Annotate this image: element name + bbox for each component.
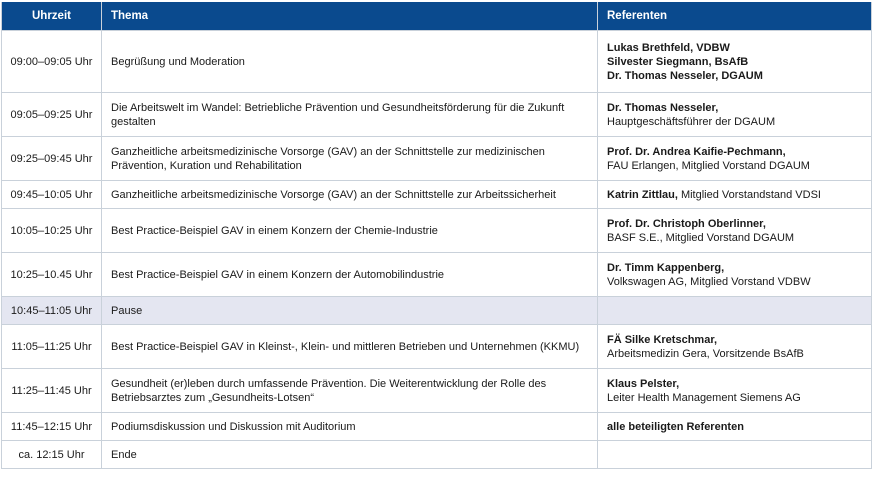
- time-cell: 11:05–11:25 Uhr: [2, 325, 102, 369]
- header-speakers: Referenten: [598, 2, 872, 31]
- table-row: [2, 325, 872, 369]
- speaker-line: [607, 347, 862, 361]
- speaker-name: FÄ Silke Kretschmar,: [607, 333, 718, 346]
- speaker-name: Klaus Pelster,: [607, 377, 680, 390]
- speaker-line: [607, 145, 862, 159]
- speaker-affiliation: Leiter Health Management Siemens AG: [607, 391, 801, 404]
- speaker-line: [607, 231, 862, 245]
- speakers-cell: [598, 325, 872, 369]
- theme-cell: Ganzheitliche arbeitsmedizinische Vorsorge (GAV) an der Schnittstelle zur Arbeitssicherheit: [102, 181, 598, 209]
- speaker-line: [607, 333, 862, 347]
- speaker-name: Prof. Dr. Christoph Oberlinner,: [607, 217, 766, 230]
- speakers-cell: [598, 441, 872, 469]
- speakers-cell: [598, 209, 872, 253]
- speaker-name: Dr. Timm Kappenberg,: [607, 261, 725, 274]
- time-cell: 11:45–12:15 Uhr: [2, 413, 102, 441]
- table-row: [2, 297, 872, 325]
- table-row: [2, 413, 872, 441]
- speakers-cell: [598, 31, 872, 93]
- header-time: Uhrzeit: [2, 2, 102, 31]
- table-row: [2, 209, 872, 253]
- theme-cell: Best Practice-Beispiel GAV in Kleinst-, Klein- und mittleren Betrieben und Unternehmen (KKMU): [102, 325, 598, 369]
- time-cell: 10:45–11:05 Uhr: [2, 297, 102, 325]
- agenda-table: [1, 2, 872, 469]
- time-cell: ca. 12:15 Uhr: [2, 441, 102, 469]
- speaker-name: Dr. Thomas Nesseler, DGAUM: [607, 69, 763, 82]
- time-cell: 10:25–10.45 Uhr: [2, 253, 102, 297]
- speaker-line: [607, 188, 862, 202]
- speaker-line: [607, 115, 862, 129]
- speaker-name: Prof. Dr. Andrea Kaifie-Pechmann,: [607, 145, 786, 158]
- table-row: [2, 31, 872, 93]
- table-row: [2, 441, 872, 469]
- speakers-cell: [598, 253, 872, 297]
- header-row: [2, 2, 872, 31]
- theme-cell: Ganzheitliche arbeitsmedizinische Vorsorge (GAV) an der Schnittstelle zur medizinischen Prävention, Kuration und Rehabilitation: [102, 137, 598, 181]
- speaker-name: Lukas Brethfeld, VDBW: [607, 41, 730, 54]
- theme-cell: Begrüßung und Moderation: [102, 31, 598, 93]
- speaker-line: [607, 41, 862, 55]
- speaker-line: [607, 217, 862, 231]
- speakers-cell: [598, 137, 872, 181]
- speaker-line: [607, 420, 862, 434]
- speaker-affiliation: Mitglied Vorstandstand VDSI: [677, 188, 821, 201]
- speakers-cell: [598, 369, 872, 413]
- table-row: [2, 369, 872, 413]
- time-cell: 09:45–10:05 Uhr: [2, 181, 102, 209]
- theme-cell: Podiumsdiskussion und Diskussion mit Auditorium: [102, 413, 598, 441]
- agenda-body: [2, 31, 872, 469]
- time-cell: 09:00–09:05 Uhr: [2, 31, 102, 93]
- speaker-affiliation: BASF S.E., Mitglied Vorstand DGAUM: [607, 231, 795, 244]
- speaker-line: [607, 275, 862, 289]
- agenda-header: [2, 2, 872, 31]
- speaker-name: alle beteiligten Referenten: [607, 420, 744, 433]
- speaker-affiliation: Arbeitsmedizin Gera, Vorsitzende BsAfB: [607, 347, 804, 360]
- speaker-line: [607, 69, 862, 83]
- table-row: [2, 253, 872, 297]
- theme-cell: Gesundheit (er)leben durch umfassende Prävention. Die Weiterentwicklung der Rolle des Betriebsarztes zum „Gesundheits-Lotsen“: [102, 369, 598, 413]
- table-row: [2, 137, 872, 181]
- table-row: [2, 181, 872, 209]
- speaker-line: [607, 261, 862, 275]
- speaker-line: [607, 101, 862, 115]
- speakers-cell: [598, 181, 872, 209]
- theme-cell: Ende: [102, 441, 598, 469]
- speaker-affiliation: Volkswagen AG, Mitglied Vorstand VDBW: [607, 275, 811, 288]
- speaker-line: [607, 55, 862, 69]
- time-cell: 09:05–09:25 Uhr: [2, 93, 102, 137]
- header-theme: Thema: [102, 2, 598, 31]
- speaker-line: [607, 391, 862, 405]
- speaker-name: Katrin Zittlau,: [607, 188, 678, 201]
- speaker-name: Dr. Thomas Nesseler,: [607, 101, 719, 114]
- time-cell: 11:25–11:45 Uhr: [2, 369, 102, 413]
- speaker-affiliation: Hauptgeschäftsführer der DGAUM: [607, 115, 776, 128]
- speaker-line: [607, 377, 862, 391]
- theme-cell: Best Practice-Beispiel GAV in einem Konzern der Automobilindustrie: [102, 253, 598, 297]
- speakers-cell: [598, 413, 872, 441]
- theme-cell: Die Arbeitswelt im Wandel: Betriebliche Prävention und Gesundheitsförderung für die Zukunft gestalten: [102, 93, 598, 137]
- table-row: [2, 93, 872, 137]
- theme-cell: Best Practice-Beispiel GAV in einem Konzern der Chemie-Industrie: [102, 209, 598, 253]
- speakers-cell: [598, 93, 872, 137]
- speaker-name: Silvester Siegmann, BsAfB: [607, 55, 749, 68]
- speakers-cell: [598, 297, 872, 325]
- time-cell: 09:25–09:45 Uhr: [2, 137, 102, 181]
- speaker-affiliation: FAU Erlangen, Mitglied Vorstand DGAUM: [607, 159, 810, 172]
- speaker-line: [607, 159, 862, 173]
- time-cell: 10:05–10:25 Uhr: [2, 209, 102, 253]
- theme-cell: Pause: [102, 297, 598, 325]
